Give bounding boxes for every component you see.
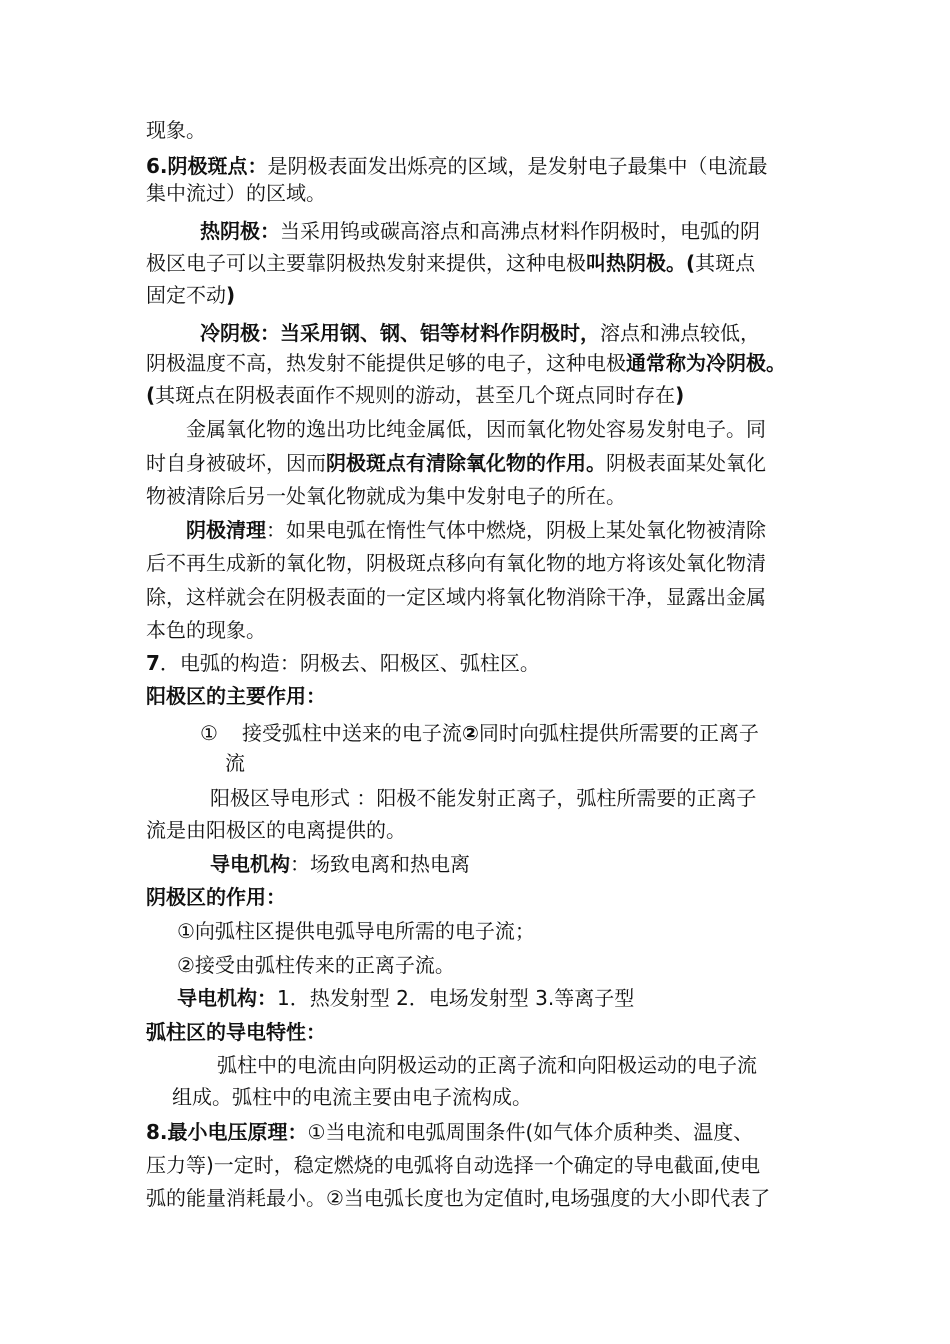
anode-region-heading: 阳极区的主要作用： — [146, 684, 326, 708]
section-7-line: 7．电弧的构造：阴极去、阳极区、弧柱区。 — [146, 651, 540, 675]
section-8-heading: 8.最小电压原理： — [146, 1120, 308, 1144]
cathode-function-line-2: ②接受由弧柱传来的正离子流。 — [177, 953, 455, 977]
hot-cathode-line-2: 极区电子可以主要靠阴极热发射来提供，这种电极叫热阴极。(其斑点 — [146, 251, 756, 275]
cathode-mechanism-term: 导电机构： — [177, 986, 277, 1010]
section-8-line-3: 弧的能量消耗最小。②当电弧长度也为定值时,电场强度的大小即代表了 — [146, 1186, 771, 1210]
cathode-region-heading: 阴极区的作用： — [146, 885, 286, 909]
section-6-heading: 6.阴极斑点： — [146, 154, 268, 178]
section-6-line-2: 集中流过）的区域。 — [146, 181, 326, 205]
anode-function-line-1: ① 接受弧柱中送来的电子流②同时向弧柱提供所需要的正离子 — [200, 721, 759, 745]
anode-mechanism-term: 导电机构 — [210, 852, 290, 876]
arc-column-heading: 弧柱区的导电特性： — [146, 1020, 326, 1044]
section-8-line-2: 压力等)一定时，稳定燃烧的电弧将自动选择一个确定的导电截面,使电 — [146, 1153, 761, 1177]
section-8-line-1: 8.最小电压原理：①当电流和电弧周围条件(如气体介质种类、温度、 — [146, 1120, 754, 1144]
cold-cathode-line-3: (其斑点在阴极表面作不规则的游动，甚至几个斑点同时存在) — [146, 383, 685, 407]
cathode-cleaning-line-4: 本色的现象。 — [146, 618, 266, 642]
cathode-mechanism-line: 导电机构：1．热发射型 2．电场发射型 3.等离子型 — [177, 986, 635, 1010]
cathode-cleaning-line-1: 阴极清理：如果电弧在惰性气体中燃烧，阴极上某处氧化物被清除 — [186, 518, 766, 542]
oxide-line-3: 物被清除后另一处氧化物就成为集中发射电子的所在。 — [146, 484, 626, 508]
text-line: 现象。 — [146, 118, 206, 142]
hot-cathode-term: 热阴极： — [200, 219, 280, 243]
cold-cathode-line-2: 阴极温度不高，热发射不能提供足够的电子，这种电极通常称为冷阴极。 — [146, 351, 786, 375]
oxide-line-2: 时自身被破坏，因而阴极斑点有清除氧化物的作用。阴极表面某处氧化 — [146, 451, 766, 475]
cathode-cleaning-term: 阴极清理 — [186, 518, 266, 542]
section-6-line-1: 6.阴极斑点：是阴极表面发出烁亮的区域，是发射电子最集中（电流最 — [146, 154, 768, 178]
cold-cathode-line-1: 冷阴极：当采用钢、钢、铝等材料作阴极时，溶点和沸点较低， — [200, 321, 760, 345]
arc-column-line-1: 弧柱中的电流由向阴极运动的正离子流和向阳极运动的电子流 — [217, 1053, 757, 1077]
anode-conduction-line-2: 流是由阳极区的电离提供的。 — [146, 818, 406, 842]
hot-cathode-line-1: 热阴极：当采用钨或碳高溶点和高沸点材料作阴极时，电弧的阴 — [200, 219, 760, 243]
arc-column-line-2: 组成。弧柱中的电流主要由电子流构成。 — [172, 1085, 532, 1109]
anode-conduction-line-1: 阳极区导电形式 ：阳极不能发射正离子，弧柱所需要的正离子 — [210, 786, 757, 810]
cathode-function-line-1: ①向弧柱区提供电弧导电所需的电子流； — [177, 919, 535, 943]
oxide-line-1: 金属氧化物的逸出功比纯金属低，因而氧化物处容易发射电子。同 — [186, 417, 766, 441]
anode-function-line-2: 流 — [225, 751, 245, 775]
cold-cathode-term: 冷阴极： — [200, 321, 280, 345]
cathode-cleaning-line-3: 除，这样就会在阴极表面的一定区域内将氧化物消除干净，显露出金属 — [146, 585, 766, 609]
hot-cathode-line-3: 固定不动) — [146, 283, 236, 307]
anode-mechanism-line: 导电机构：场致电离和热电离 — [210, 852, 470, 876]
cathode-cleaning-line-2: 后不再生成新的氧化物，阴极斑点移向有氧化物的地方将该处氧化物清 — [146, 551, 766, 575]
